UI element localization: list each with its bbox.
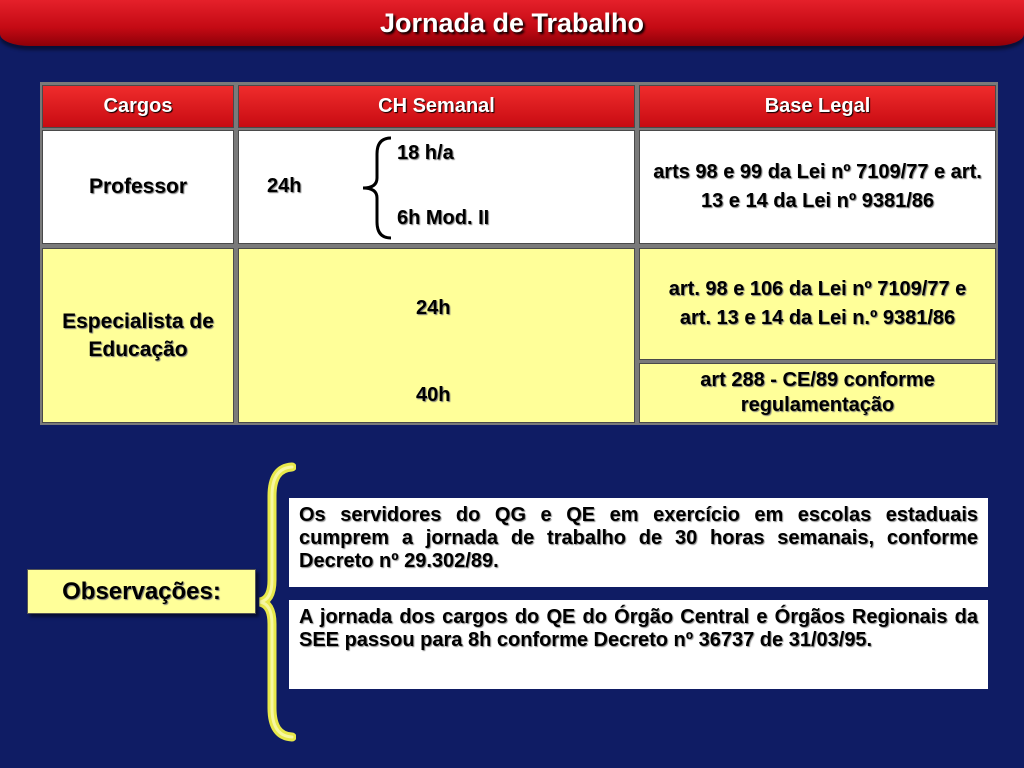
curly-brace-icon xyxy=(349,134,395,242)
header-cargos: Cargos xyxy=(42,85,234,128)
observacoes-label: Observações: xyxy=(27,569,256,614)
title-banner xyxy=(0,0,1024,46)
professor-ch-total: 24h xyxy=(267,175,302,197)
observacao-note-1: Os servidores do QG e QE em exercício em escolas estaduais cumprem a jornada de trabalho de 30 horas semanais, conforme Decreto nº 29.302/89. xyxy=(289,498,988,587)
especialista-cargo-text: Especialista de Educação xyxy=(62,309,214,361)
cell-especialista-base-legal-1 xyxy=(639,248,996,360)
header-base-legal: Base Legal xyxy=(639,85,996,128)
cell-professor-base-legal xyxy=(639,130,996,244)
cell-especialista-base-legal-2 xyxy=(639,363,996,423)
page-title: Jornada de Trabalho xyxy=(379,8,645,38)
observacao-note-2: A jornada dos cargos do QE do Órgão Central e Órgãos Regionais da SEE passou para 8h conforme Decreto nº 36737 de 31/03/95. xyxy=(289,600,988,689)
especialista-ch-1: 24h xyxy=(416,297,451,319)
especialista-base-legal-1-text: art. 98 e 106 da Lei nº 7109/77 e art. 13 e 14 da Lei n.º 9381/86 xyxy=(668,278,967,329)
especialista-ch-2: 40h xyxy=(416,384,451,406)
professor-ch-part1: 18 h/a xyxy=(397,142,454,164)
professor-ch-part2: 6h Mod. II xyxy=(397,207,490,229)
cell-especialista-ch xyxy=(238,248,635,423)
professor-base-legal-text: arts 98 e 99 da Lei nº 7109/77 e art. 13 e 14 da Lei nº 9381/86 xyxy=(653,161,982,212)
especialista-base-legal-2-text: art 288 - CE/89 conforme regulamentação xyxy=(700,369,935,416)
cell-especialista-cargo xyxy=(42,248,234,423)
professor-cargo-text: Professor xyxy=(88,175,188,198)
cell-professor-ch xyxy=(238,130,635,244)
cell-professor-cargo xyxy=(42,130,234,244)
header-ch-semanal: CH Semanal xyxy=(238,85,635,128)
